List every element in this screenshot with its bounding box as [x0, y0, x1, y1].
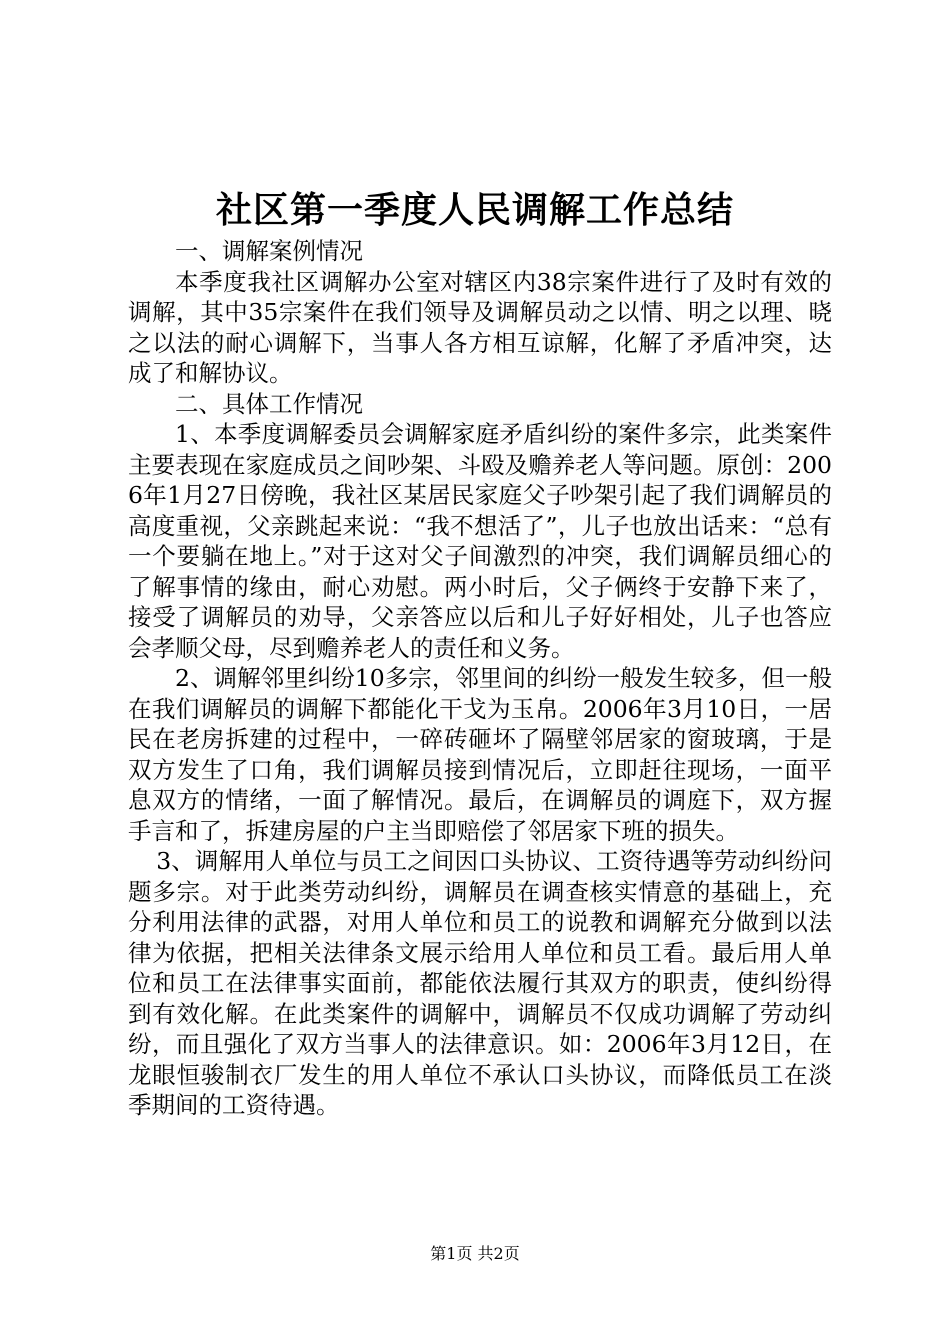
paragraph-labor-disputes: 3、调解用人单位与员工之间因口头协议、工资待遇等劳动纠纷问题多宗。对于此类劳动纠纷，调解员在调查核实情意的基础上，充分利用法律的武器，对用人单位和员工的说教和调解充分做到以法律为依据，把相关法律条文展示给用人单位和员工看。最后用人单位和员工在法律事实面前，都能依法履行其双方的职责，使纠纷得到有效化解。在此类案件的调解中，调解员不仅成功调解了劳动纠纷，而且强化了双方当事人的法律意识。如：2006年3月12日，在龙眼恒骏制衣厂发生的用人单位不承认口头协议，而降低员工在淡季期间的工资待遇。: [128, 847, 832, 1119]
section-heading-2: 二、具体工作情况: [175, 389, 363, 418]
paragraph-neighbor-disputes: 2、调解邻里纠纷10多宗，邻里间的纠纷一般发生较多，但一般在我们调解员的调解下都能化干戈为玉帛。2006年3月10日，一居民在老房拆建的过程中，一碎砖砸坏了隔壁邻居家的窗玻璃，于是双方发生了口角，我们调解员接到情况后，立即赶往现场，一面平息双方的情绪，一面了解情况。最后，在调解员的调庭下，双方握手言和了，拆建房屋的户主当即赔偿了邻居家下班的损失。: [128, 664, 832, 845]
page-footer: 第1页 共2页: [430, 1244, 520, 1263]
document-body: [128, 236, 832, 1121]
paragraph-family-disputes: 1、本季度调解委员会调解家庭矛盾纠纷的案件多宗，此类案件主要表现在家庭成员之间吵架、斗殴及赡养老人等问题。原创：2006年1月27日傍晚，我社区某居民家庭父子吵架引起了我们调解员的高度重视，父亲跳起来说：“我不想活了”，儿子也放出话来：“总有一个要躺在地上。”对于这对父子间激烈的冲突，我们调解员细心的了解事情的缘由，耐心劝慰。两小时后，父子俩终于安静下来了，接受了调解员的劝导，父亲答应以后和儿子好好相处，儿子也答应会孝顺父母，尽到赡养老人的责任和义务。: [128, 420, 832, 662]
document-title: 社区第一季度人民调解工作总结: [215, 189, 734, 231]
section-heading-1: 一、调解案例情况: [175, 237, 363, 265]
paragraph-case-summary: 本季度我社区调解办公室对辖区内38宗案件进行了及时有效的调解，其中35宗案件在我们领导及调解员动之以情、明之以理、晓之以法的耐心调解下，当事人各方相互谅解，化解了矛盾冲突，达成了和解协议。: [128, 267, 832, 387]
